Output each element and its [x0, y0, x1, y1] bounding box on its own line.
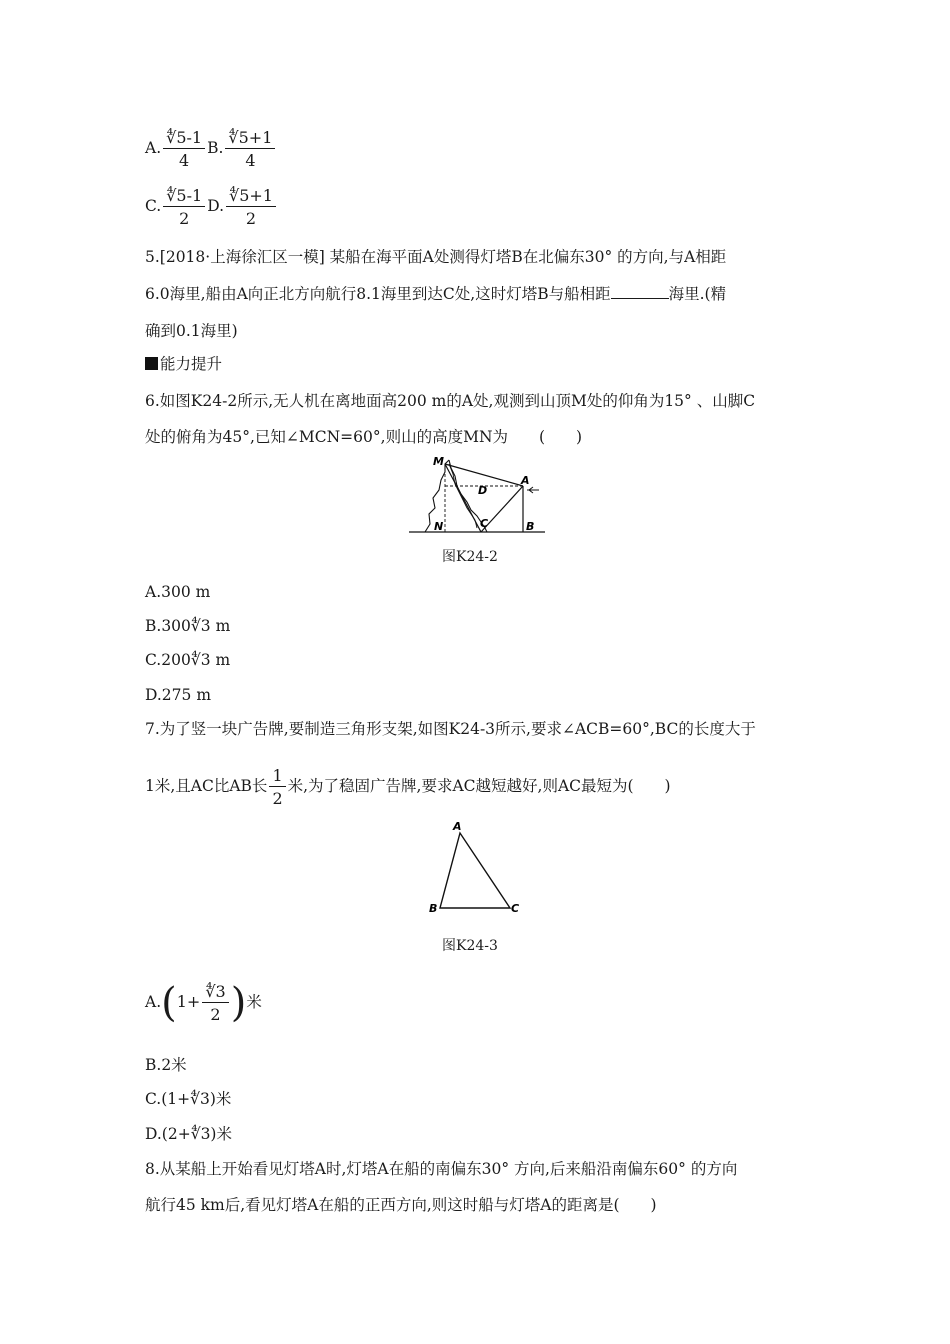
q7-option-b: B.2米: [145, 1056, 187, 1074]
q7-option-d: D.(2+∜3)米: [145, 1125, 232, 1143]
q4-option-a-fraction: $\frac{∜5-1}{4}$: [163, 128, 205, 170]
q6-option-b: B.300∜3 m: [145, 617, 231, 635]
q6-option-d: D.275 m: [145, 686, 212, 704]
segment-mc: [445, 464, 481, 532]
figure-k24-3-caption: 图K24-3: [442, 938, 498, 954]
q4-option-d-fraction: $\frac{∜5+1}{2}$: [226, 186, 276, 228]
label-c: C: [480, 517, 489, 530]
figure-k24-2-caption: 图K24-2: [442, 549, 498, 565]
label-a: A: [453, 820, 462, 833]
section-heading: 能力提升: [145, 354, 222, 374]
q4-option-c-fraction: $\frac{∜5-1}{2}$: [163, 186, 205, 228]
figure-k24-3: [425, 818, 525, 918]
q7-line-1: 7.为了竖一块广告牌,要制造三角形支架,如图K24-3所示,要求∠ACB=60°,BC的长度大于: [145, 720, 756, 738]
q4-option-d-label: D.: [207, 197, 225, 215]
right-paren-icon: ): [230, 980, 247, 1026]
q6-line-1: 6.如图K24-2所示,无人机在离地面高200 m的A处,观测到山顶M处的仰角为15° 、山脚C: [145, 392, 756, 410]
label-b: B: [526, 520, 535, 533]
q7-option-a-fraction: $\frac{∜3}{2}$: [202, 982, 228, 1024]
q4-option-c-label: C.: [145, 197, 162, 215]
q7-line-2: 1米,且AC比AB长 $\frac{1}{2}$ 米,为了稳固广告牌,要求AC越短越好,则AC最短为( ): [145, 766, 671, 808]
label-c: C: [511, 902, 520, 915]
q4-options-row-1: [145, 128, 277, 170]
q8-line-2: 航行45 km后,看见灯塔A在船的正西方向,则这时船与灯塔A的距离是( ): [145, 1196, 657, 1214]
q6-option-c: C.200∜3 m: [145, 651, 231, 669]
q6-line-2: 处的俯角为45°,已知∠MCN=60°,则山的高度MN为 ( ): [145, 428, 583, 446]
label-n: N: [434, 520, 444, 533]
q4-option-b-label: B.: [207, 139, 224, 157]
left-paren-icon: (: [161, 980, 177, 1026]
q7-option-c: C.(1+∜3)米: [145, 1090, 232, 1108]
q5-line-2: 6.0海里,船由A向正北方向航行8.1海里到达C处,这时灯塔B与船相距 海里.(精: [145, 285, 727, 303]
square-bullet-icon: [145, 357, 158, 370]
figure-k24-2: [405, 450, 555, 540]
q5-answer-blank[interactable]: [611, 284, 669, 299]
q5-line-3: 确到0.1海里): [145, 322, 238, 340]
label-b: B: [429, 902, 438, 915]
q6-option-a: A.300 m: [145, 583, 211, 601]
q5-line-1: 5.[2018·上海徐汇区一模] 某船在海平面A处测得灯塔B在北偏东30° 的方向,与A相距: [145, 248, 727, 266]
label-d: D: [478, 484, 488, 497]
triangle-abc: [440, 833, 510, 908]
label-a: A: [521, 474, 530, 487]
q4-option-b-fraction: $\frac{∜5+1}{4}$: [225, 128, 275, 170]
label-m: M: [433, 455, 444, 468]
q7-option-a: A.(1+ $\frac{∜3}{2}$ )米: [145, 980, 262, 1026]
q4-options-row-2: [145, 186, 278, 228]
q7-half-fraction: $\frac{1}{2}$: [269, 766, 285, 808]
q8-line-1: 8.从某船上开始看见灯塔A时,灯塔A在船的南偏东30° 方向,后来船沿南偏东60° 的方向: [145, 1160, 738, 1178]
q4-option-a-label: A.: [145, 139, 162, 157]
